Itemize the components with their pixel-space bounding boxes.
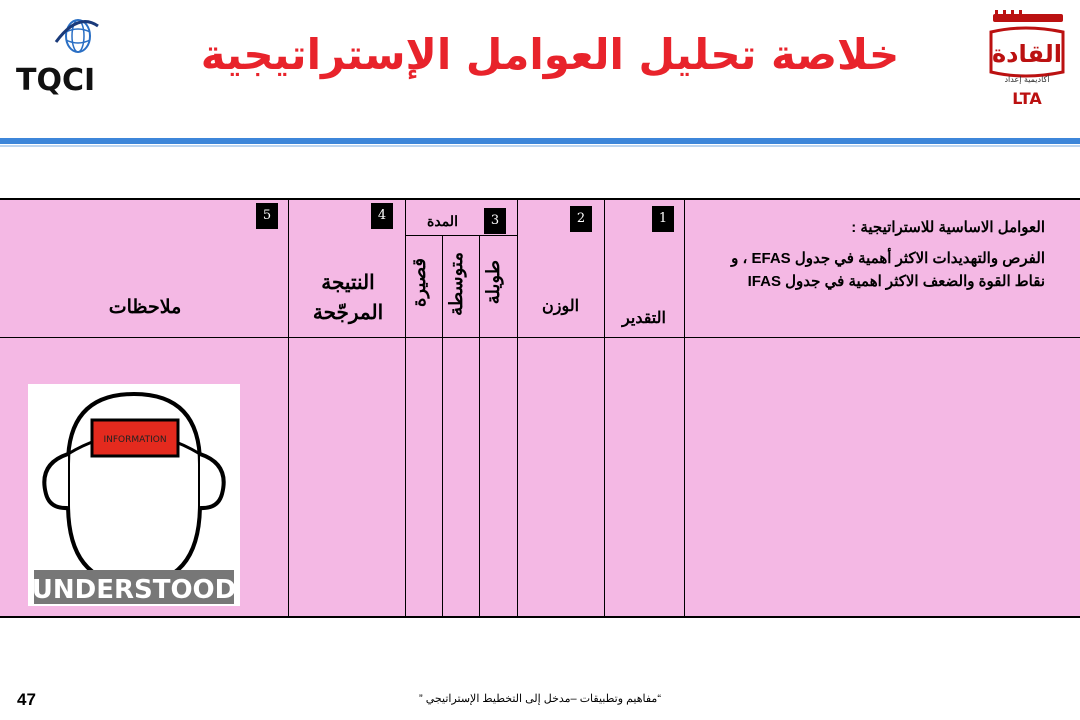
col-divider — [479, 236, 480, 618]
svg-text:LTA: LTA — [1012, 89, 1042, 108]
badge-2: 2 — [570, 206, 592, 232]
badge-3: 3 — [484, 208, 506, 234]
col-rating-header: التقدير — [622, 310, 666, 327]
col-divider — [684, 198, 685, 618]
col-divider — [604, 198, 605, 618]
col-divider — [288, 198, 289, 618]
svg-text:أكاديمية إعداد: أكاديمية إعداد — [1004, 75, 1050, 84]
svg-text:TQCI: TQCI — [16, 63, 96, 98]
col-divider — [442, 236, 443, 618]
col-divider — [405, 198, 406, 618]
col-short-header: قصيرة — [409, 258, 429, 308]
table-header-bottom — [0, 337, 1080, 338]
col-long-header: طويلة — [483, 260, 503, 305]
table-bottom-border — [0, 616, 1080, 618]
factors-title: العوامل الاساسية للاستراتيجية : — [851, 219, 1045, 236]
factors-description: الفرص والتهديدات الاكثر أهمية في جدول EFAS ، و نقاط القوة والضعف الاكثر اهمية في جدول IFAS — [731, 250, 1045, 290]
col-result-header: النتيجة المرجّحة — [312, 272, 384, 324]
col-divider — [517, 198, 518, 618]
badge-1: 1 — [652, 206, 674, 232]
col-weight-header: الوزن — [541, 298, 580, 315]
page-title: خلاصة تحليل العوامل الإستراتيجية — [200, 30, 900, 79]
footer-caption: “مفاهيم وتطبيقات –مدخل إلى التخطيط الإستراتيجي ” — [419, 693, 661, 705]
table-top-border — [0, 198, 1080, 200]
col-duration-header: المدة — [427, 213, 458, 229]
header-divider — [0, 138, 1080, 144]
header-divider-shadow — [0, 145, 1080, 147]
badge-4: 4 — [371, 203, 393, 229]
svg-text:UNDERSTOOD: UNDERSTOOD — [31, 575, 237, 605]
svg-text:القادة: القادة — [991, 40, 1063, 68]
understood-illustration — [28, 384, 240, 606]
tqci-logo — [12, 12, 122, 100]
badge-5: 5 — [256, 203, 278, 229]
duration-subdivider — [405, 235, 518, 236]
page-number: 47 — [17, 690, 36, 709]
svg-text:INFORMATION: INFORMATION — [103, 435, 167, 445]
lta-logo — [985, 10, 1070, 110]
factors-header — [700, 218, 1045, 293]
col-notes-header: ملاحظات — [108, 297, 182, 318]
col-medium-header: متوسطة — [446, 252, 466, 316]
